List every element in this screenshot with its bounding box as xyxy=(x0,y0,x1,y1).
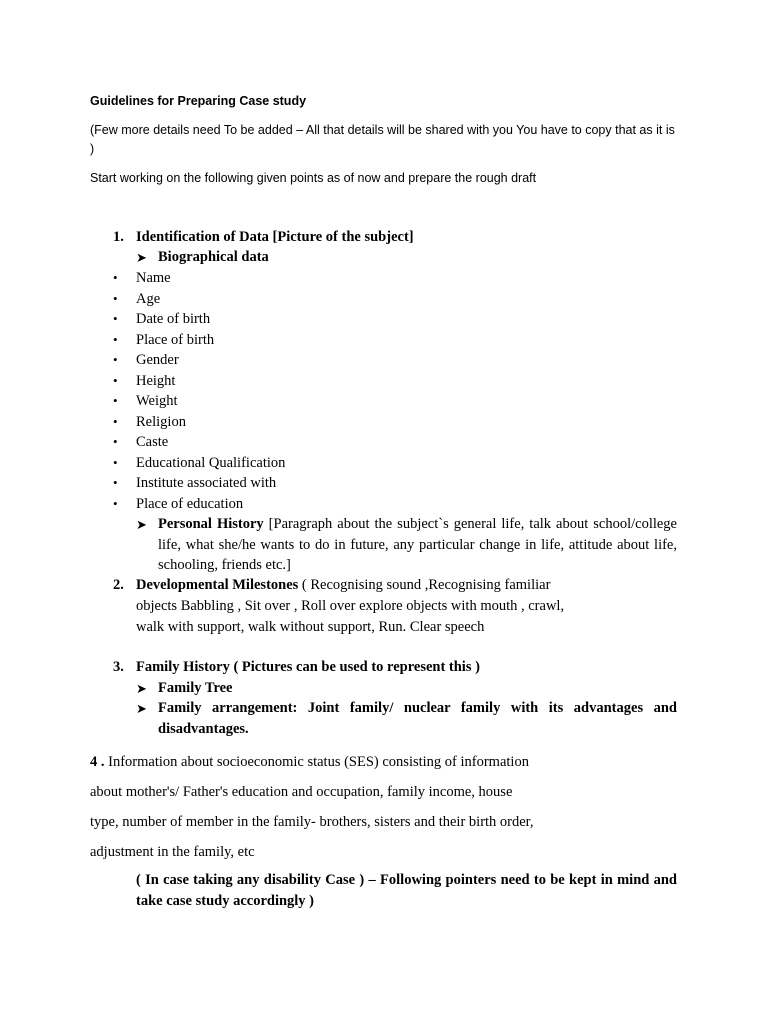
ses-text: Information about socioeconomic status (SES) consisting of information xyxy=(108,754,529,770)
section-number: 1. xyxy=(113,229,124,245)
bullet-icon: • xyxy=(113,475,118,490)
bullet-icon: • xyxy=(113,454,118,470)
personal-history-text: [Paragraph about the subject`s general life, talk about school/college life, what she/he wants to do in future, any particular change in life, attitude about life, schooling, friends etc.] xyxy=(158,516,677,573)
list-item: Place of education xyxy=(136,495,244,512)
header-instruction: Start working on the following given points as of now and prepare the rough draft xyxy=(90,171,537,185)
list-item: Gender xyxy=(136,352,179,368)
bullet-icon: • xyxy=(113,311,118,326)
bullet-icon: • xyxy=(113,372,118,388)
list-item: Educational Qualification xyxy=(136,454,286,471)
arrow-bullet-icon: ➤ xyxy=(136,681,147,696)
biographical-heading: Biographical data xyxy=(158,249,269,265)
personal-history-label: Personal History xyxy=(158,516,264,532)
arrow-bullet-icon: ➤ xyxy=(136,250,147,265)
section-number: 2. xyxy=(113,577,124,593)
ses-line-3: type, number of member in the family- brothers, sisters and their birth order, xyxy=(90,814,534,830)
milestones-line-1 xyxy=(136,575,550,596)
list-item: Place of birth xyxy=(136,331,215,348)
header-note: (Few more details need To be added – All that details will be shared with you You have to copy that as it is ) xyxy=(90,123,675,156)
milestones-text: ( Recognising sound ,Recognising familiar xyxy=(301,577,551,593)
bullet-icon: • xyxy=(113,495,118,511)
family-tree: Family Tree xyxy=(158,680,233,696)
milestones-line-2: objects Babbling , Sit over , Roll over explore objects with mouth , crawl, xyxy=(136,598,565,614)
arrow-bullet-icon: ➤ xyxy=(136,701,147,716)
ses-line-2: about mother's/ Father's education and occupation, family income, house xyxy=(90,784,513,800)
list-item: Height xyxy=(136,372,176,389)
bullet-icon: • xyxy=(113,434,118,449)
milestones-line-3: walk with support, walk without support, Run. Clear speech xyxy=(136,619,485,635)
list-item: Date of birth xyxy=(136,311,211,327)
list-item: Caste xyxy=(136,434,169,450)
ses-line-4: adjustment in the family, etc xyxy=(90,844,255,860)
list-item: Weight xyxy=(136,393,178,409)
disability-note: ( In case taking any disability Case ) – Following pointers need to be kept in mind and take case study accordingly ) xyxy=(136,872,677,909)
list-item: Institute associated with xyxy=(136,475,277,491)
ses-line-1 xyxy=(90,752,529,773)
section-number: 4 . xyxy=(90,754,105,770)
personal-history xyxy=(158,514,677,576)
bullet-icon: • xyxy=(113,393,118,408)
section-title: Identification of Data [Picture of the subject] xyxy=(136,229,414,245)
family-history-title: Family History ( Pictures can be used to represent this ) xyxy=(136,659,480,675)
family-arrangement: Family arrangement: Joint family/ nuclear family with its advantages and disadvantages. xyxy=(158,700,677,737)
section-number: 3. xyxy=(113,659,124,675)
arrow-bullet-icon: ➤ xyxy=(136,517,147,532)
bullet-icon: • xyxy=(113,270,118,285)
list-item: Name xyxy=(136,270,171,286)
list-item: Age xyxy=(136,290,161,307)
milestones-title: Developmental Milestones xyxy=(136,577,299,593)
bullet-icon: • xyxy=(113,290,118,306)
document-title: Guidelines for Preparing Case study xyxy=(90,94,307,108)
list-item: Religion xyxy=(136,413,186,430)
bullet-icon: • xyxy=(113,413,118,429)
bullet-icon: • xyxy=(113,331,118,347)
bullet-icon: • xyxy=(113,352,118,367)
